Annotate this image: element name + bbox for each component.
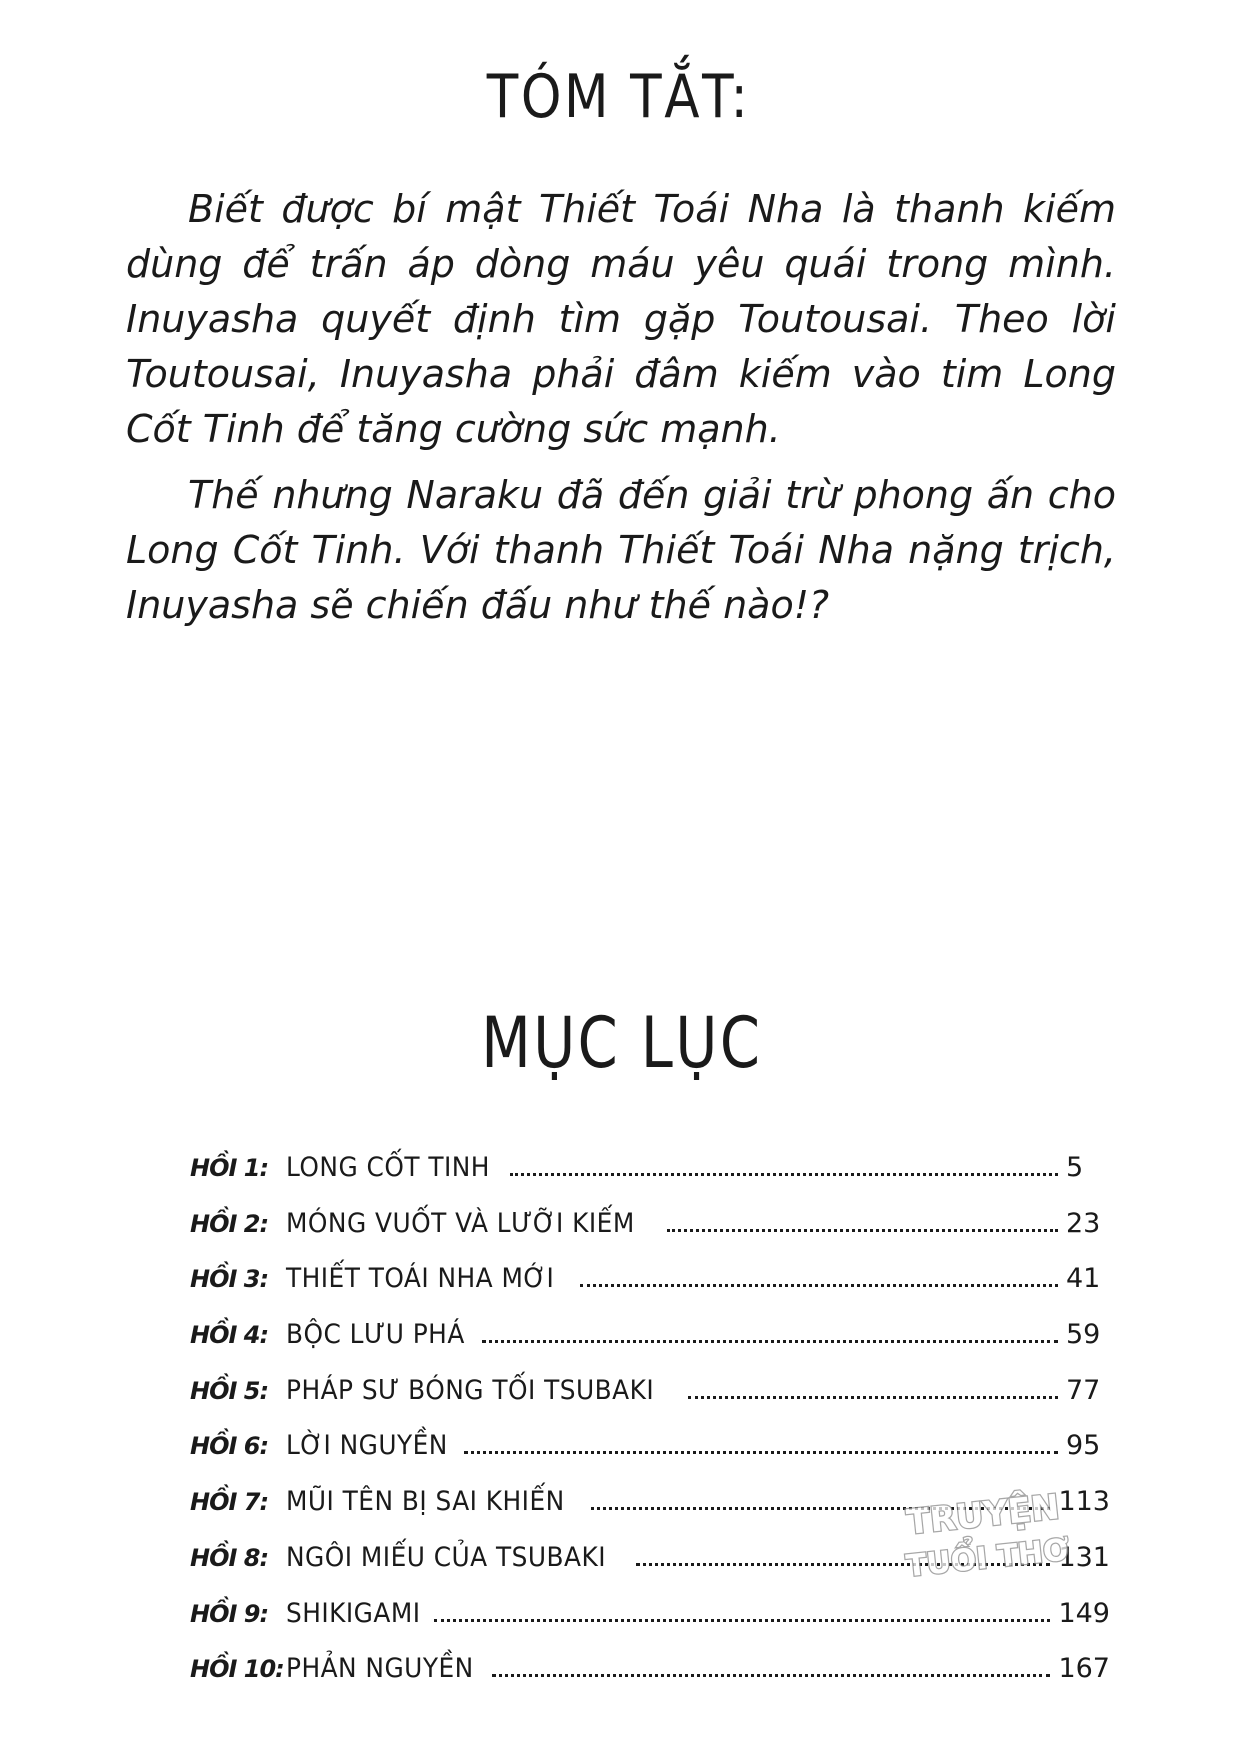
toc-page-number: 23 xyxy=(1066,1207,1101,1239)
toc-dot-leader xyxy=(434,1618,1050,1622)
toc-dot-leader xyxy=(510,1172,1058,1176)
toc-title: MỤC LỤC xyxy=(481,1002,763,1084)
toc-chapter-number: HỒI 2: xyxy=(190,1209,269,1238)
toc-chapter-name: BỘC LƯU PHÁ xyxy=(286,1319,465,1351)
toc-chapter-number: HỒI 1: xyxy=(190,1154,269,1182)
toc-chapter-number: HỒI 5: xyxy=(190,1376,269,1405)
summary-paragraph: Biết được bí mật Thiết Toái Nha là thanh kiếm dùng để trấn áp dòng máu yêu quái trong mình. Inuyasha quyết định tìm gặp Toutousai. Theo lời Toutousai, Inuyasha phải đâm kiếm vào tim Long Cốt Tinh để tăng cường sức mạnh. xyxy=(126,187,1116,451)
toc-page-number: 59 xyxy=(1066,1319,1101,1351)
toc-dot-leader xyxy=(482,1339,1058,1343)
toc-chapter-number: HỒI 3: xyxy=(190,1265,269,1294)
toc-page-number: 77 xyxy=(1066,1374,1101,1406)
toc-chapter-name: PHÁP SƯ BÓNG TỐI TSUBAKI xyxy=(286,1374,655,1406)
toc-page-number: 131 xyxy=(1058,1541,1110,1573)
summary-paragraph: Thế nhưng Naraku đã đến giải trừ phong ấn cho Long Cốt Tinh. Với thanh Thiết Toái Nha nặng trịch, Inuyasha sẽ chiến đấu như thế nào!? xyxy=(126,473,1116,627)
watermark-line-1: TRUYỆN xyxy=(904,1487,1062,1544)
toc-chapter-name: MŨI TÊN BỊ SAI KHIẾN xyxy=(286,1486,565,1518)
toc-page-number: 167 xyxy=(1058,1653,1110,1685)
toc-page-number: 41 xyxy=(1066,1263,1101,1295)
toc-entry[interactable] xyxy=(190,1430,1110,1486)
toc-dot-leader xyxy=(591,1506,1051,1510)
toc-dot-leader xyxy=(464,1450,1058,1454)
toc-chapter-number: HỒI 6: xyxy=(190,1432,269,1461)
toc-chapter-number: HỒI 4: xyxy=(190,1321,269,1350)
toc-entry[interactable] xyxy=(190,1653,1110,1709)
summary-title: TÓM TẮT: xyxy=(486,62,751,132)
toc-entry[interactable] xyxy=(190,1152,1110,1208)
toc-entry[interactable] xyxy=(190,1542,1110,1598)
toc-dot-leader xyxy=(636,1562,1051,1566)
watermark-line-2: TUỔI THƠ xyxy=(904,1532,1071,1585)
toc-chapter-number: HỒI 8: xyxy=(190,1543,269,1572)
toc-dot-leader xyxy=(688,1395,1058,1399)
toc-entry[interactable] xyxy=(190,1319,1110,1375)
toc-chapter-name: LONG CỐT TINH xyxy=(286,1152,490,1183)
toc-entry[interactable] xyxy=(190,1263,1110,1319)
toc-page-number: 95 xyxy=(1066,1430,1101,1462)
toc-entry[interactable] xyxy=(190,1486,1110,1542)
toc-entry[interactable] xyxy=(190,1598,1110,1654)
toc-dot-leader xyxy=(580,1283,1058,1287)
toc-dot-leader xyxy=(667,1228,1058,1232)
toc-chapter-name: MÓNG VUỐT VÀ LƯỠI KIẾM xyxy=(286,1207,635,1239)
toc-chapter-number: HỒI 9: xyxy=(190,1599,269,1628)
toc-entry[interactable] xyxy=(190,1375,1110,1431)
toc-entry[interactable] xyxy=(190,1208,1110,1264)
toc-chapter-name: NGÔI MIẾU CỦA TSUBAKI xyxy=(286,1541,606,1573)
toc-chapter-number: HỒI 10: xyxy=(190,1655,284,1684)
toc-page-number: 149 xyxy=(1058,1597,1110,1629)
toc-chapter-name: SHIKIGAMI xyxy=(286,1597,421,1629)
summary-text xyxy=(126,182,1116,644)
table-of-contents xyxy=(190,1152,1110,1709)
toc-dot-leader xyxy=(492,1673,1050,1677)
toc-chapter-number: HỒI 7: xyxy=(190,1488,269,1517)
toc-chapter-name: LỜI NGUYỀN xyxy=(286,1430,448,1462)
toc-chapter-name: THIẾT TOÁI NHA MỚI xyxy=(286,1263,555,1295)
toc-page-number: 5 xyxy=(1066,1152,1084,1183)
toc-chapter-name: PHẢN NGUYỀN xyxy=(286,1653,474,1685)
toc-page-number: 113 xyxy=(1058,1486,1110,1518)
